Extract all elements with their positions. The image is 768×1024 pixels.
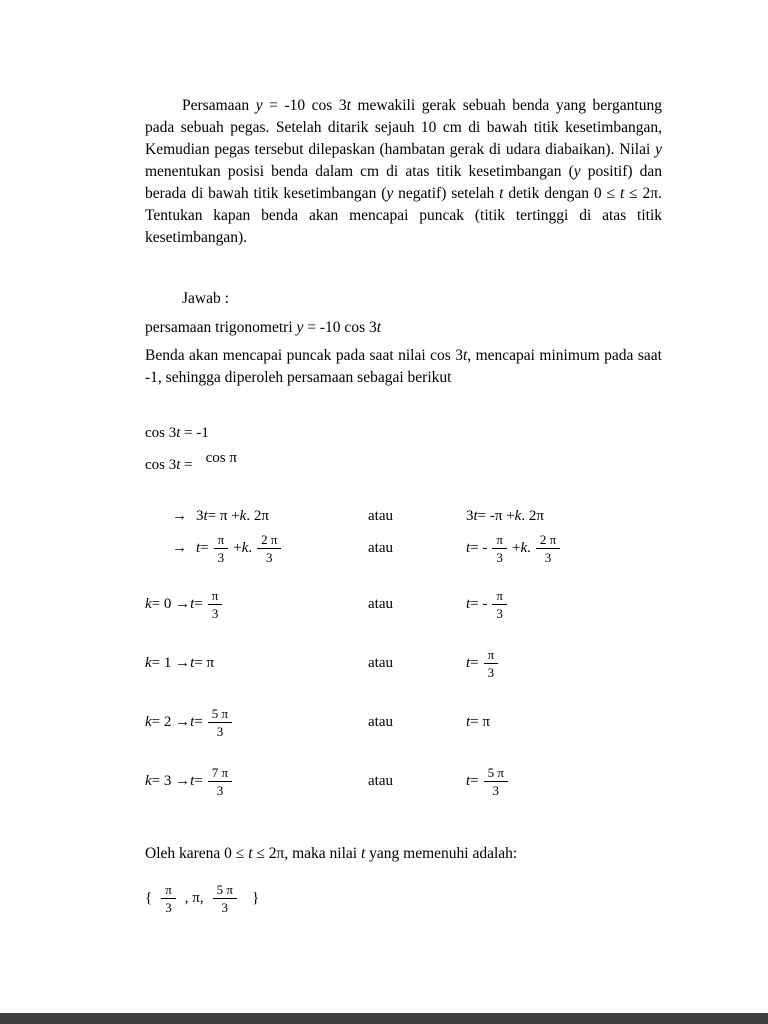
atau-label	[368, 596, 466, 613]
eq-right	[466, 588, 662, 621]
var-t: t	[196, 539, 201, 556]
fraction-numerator: 5 π	[208, 706, 232, 723]
fraction-numerator: π	[492, 532, 507, 549]
fraction-denominator: 3	[211, 605, 219, 621]
text: persamaan trigonometri	[145, 319, 297, 336]
equation-cos-equals-minus-one	[145, 422, 662, 444]
equation-row-k2	[145, 702, 662, 742]
text: = 2 →	[151, 713, 191, 730]
equation-cos-equals-cos-pi	[145, 450, 662, 477]
fraction-numerator: 7 π	[208, 765, 232, 782]
fraction-5pi-3	[213, 882, 237, 915]
atau-label	[368, 540, 466, 557]
var-t: t	[466, 595, 471, 612]
var-t: t	[376, 319, 382, 336]
var-k: k	[514, 507, 522, 524]
eq-right	[466, 532, 662, 565]
text: =	[470, 772, 479, 789]
var-t: t	[466, 772, 471, 789]
text: ≤ 2π, maka nilai	[252, 845, 361, 862]
var-t: t	[190, 595, 195, 612]
fraction-5pi-3	[484, 765, 508, 798]
text: Benda akan mencapai puncak pada saat nilai cos 3	[145, 347, 463, 364]
text: , π,	[184, 889, 204, 906]
problem-paragraph	[145, 95, 662, 249]
var-t: t	[176, 457, 181, 473]
var-y: y	[255, 97, 263, 114]
eq-left	[145, 655, 368, 672]
var-k: k	[145, 772, 152, 789]
text: .	[527, 539, 531, 556]
text: atau	[368, 507, 393, 524]
text: Persamaan	[182, 97, 256, 114]
text: = -π +	[477, 507, 515, 524]
eq-right	[466, 765, 662, 798]
eq-right	[466, 508, 662, 525]
atau-label	[368, 714, 466, 731]
text: =	[194, 772, 203, 789]
fraction-7pi-3	[208, 765, 232, 798]
arrow-icon: →	[172, 539, 187, 556]
equation-intro-line	[145, 317, 662, 339]
text: =	[194, 595, 203, 612]
text: = -1	[180, 425, 209, 441]
text: = π	[470, 713, 490, 730]
text: , mencapai minimum pada saat -1, sehingga diperoleh persamaan sebagai berikut	[145, 347, 662, 386]
text: = 0 →	[151, 595, 191, 612]
fraction-denominator: 3	[217, 549, 225, 565]
fraction-numerator: π	[161, 882, 176, 899]
var-t: t	[473, 507, 478, 524]
text: atau	[368, 713, 393, 730]
arrow-icon: →	[172, 507, 187, 524]
fraction-2pi-3	[536, 532, 560, 565]
cos-pi-term: cos π	[205, 450, 237, 466]
text: =	[194, 713, 203, 730]
fraction-numerator: π	[492, 588, 507, 605]
equation-row-k0	[145, 584, 662, 624]
var-t: t	[203, 507, 208, 524]
text: . 2π	[246, 507, 269, 524]
var-y: y	[573, 163, 581, 180]
var-k: k	[145, 654, 152, 671]
fraction-pi-3	[214, 532, 229, 565]
var-k: k	[145, 713, 152, 730]
text: = 1 →	[151, 654, 191, 671]
fraction-pi-3	[492, 532, 507, 565]
text: = -	[470, 539, 488, 556]
var-t: t	[190, 772, 195, 789]
text: detik dengan 0 ≤	[503, 185, 620, 202]
fraction-numerator: 5 π	[213, 882, 237, 899]
fraction-denominator: 3	[221, 899, 229, 915]
var-t: t	[466, 539, 471, 556]
text: = 3 →	[151, 772, 191, 789]
text: = -	[470, 595, 488, 612]
var-y: y	[386, 185, 394, 202]
text: 3	[196, 507, 204, 524]
fraction-5pi-3	[208, 706, 232, 739]
text: =	[470, 654, 479, 671]
text: atau	[368, 654, 393, 671]
var-k: k	[145, 595, 152, 612]
var-t: t	[360, 845, 366, 862]
fraction-denominator: 3	[216, 782, 224, 798]
eq-left	[145, 765, 368, 798]
conclusion-line	[145, 843, 662, 865]
var-t: t	[499, 185, 504, 202]
atau-label	[368, 655, 466, 672]
brace-open: {	[145, 889, 153, 906]
atau-label	[368, 508, 466, 525]
eq-left	[145, 532, 368, 565]
fraction-numerator: π	[214, 532, 229, 549]
var-t: t	[466, 654, 471, 671]
var-k: k	[241, 539, 249, 556]
text: negatif) setelah	[393, 185, 500, 202]
answer-label: Jawab :	[182, 290, 229, 307]
var-t: t	[346, 97, 351, 114]
text: cos 3	[145, 457, 177, 473]
eq-right	[466, 714, 662, 731]
text: cos 3	[145, 425, 177, 441]
fraction-numerator: π	[208, 588, 223, 605]
fraction-denominator: 3	[492, 782, 500, 798]
text: 3	[466, 507, 474, 524]
text: ≤ 2π. Tentukan kapan benda akan mencapai puncak (titik tertinggi di atas titik kesetimbangan).	[145, 185, 663, 246]
text: atau	[368, 772, 393, 789]
fraction-numerator: 5 π	[484, 765, 508, 782]
fraction-2pi-3	[257, 532, 281, 565]
text: atau	[368, 539, 393, 556]
fraction-pi-3	[492, 588, 507, 621]
text: yang memenuhi adalah:	[365, 845, 518, 862]
fraction-numerator: π	[484, 647, 499, 664]
text: positif) dan berada di bawah titik kesetimbangan (	[145, 163, 662, 202]
text: .	[248, 539, 253, 556]
fraction-denominator: 3	[487, 664, 495, 680]
explanation-paragraph	[145, 345, 662, 389]
var-t: t	[176, 425, 181, 441]
fraction-denominator: 3	[266, 549, 273, 565]
text: =	[180, 457, 193, 473]
var-k: k	[239, 507, 247, 524]
text: mewakili gerak sebuah benda yang bergantung pada sebuah pegas. Setelah ditarik sejauh 10 cm di bawah titik kesetimbangan, Kemudian pegas tersebut dilepaskan (hambatan gerak di udara diabaikan). Nilai	[145, 97, 662, 158]
text: =	[200, 539, 209, 556]
text: +	[511, 539, 521, 556]
fraction-denominator: 3	[165, 899, 172, 915]
var-y: y	[296, 319, 304, 336]
fraction-numerator: 2 π	[257, 532, 281, 549]
fraction-pi-3	[484, 647, 499, 680]
solution-set	[145, 878, 662, 918]
equation-row-k3	[145, 761, 662, 801]
fraction-denominator: 3	[496, 605, 503, 621]
text: = -10 cos 3	[262, 97, 347, 114]
eq-right	[466, 647, 662, 680]
page-bottom-edge	[0, 1013, 768, 1024]
var-t: t	[248, 845, 253, 862]
fraction-pi-3	[161, 882, 176, 915]
document-content	[145, 0, 662, 918]
fraction-pi-3	[208, 588, 223, 621]
brace-close: }	[251, 889, 260, 906]
eq-left	[145, 706, 368, 739]
text: menentukan posisi benda dalam cm di atas titik kesetimbangan (	[145, 163, 574, 180]
fraction-denominator: 3	[496, 549, 503, 565]
text: +	[233, 539, 242, 556]
text: = π	[194, 654, 215, 671]
var-t: t	[619, 185, 625, 202]
text: = -10 cos 3	[303, 319, 377, 336]
text: atau	[368, 595, 393, 612]
var-t: t	[190, 713, 195, 730]
var-k: k	[520, 539, 528, 556]
var-t: t	[462, 347, 468, 364]
eq-left	[145, 508, 368, 525]
eq-left	[145, 588, 368, 621]
fraction-numerator: 2 π	[536, 532, 560, 549]
fraction-denominator: 3	[216, 723, 224, 739]
fraction-denominator: 3	[544, 549, 552, 565]
equation-row-3t	[145, 505, 662, 527]
var-t: t	[466, 713, 471, 730]
atau-label	[368, 773, 466, 790]
var-t: t	[190, 654, 195, 671]
text: = π +	[207, 507, 240, 524]
text: . 2π	[521, 507, 544, 524]
equation-row-k1	[145, 643, 662, 683]
equation-row-t	[145, 527, 662, 569]
var-y: y	[655, 141, 662, 158]
text: Oleh karena 0 ≤	[145, 845, 249, 862]
